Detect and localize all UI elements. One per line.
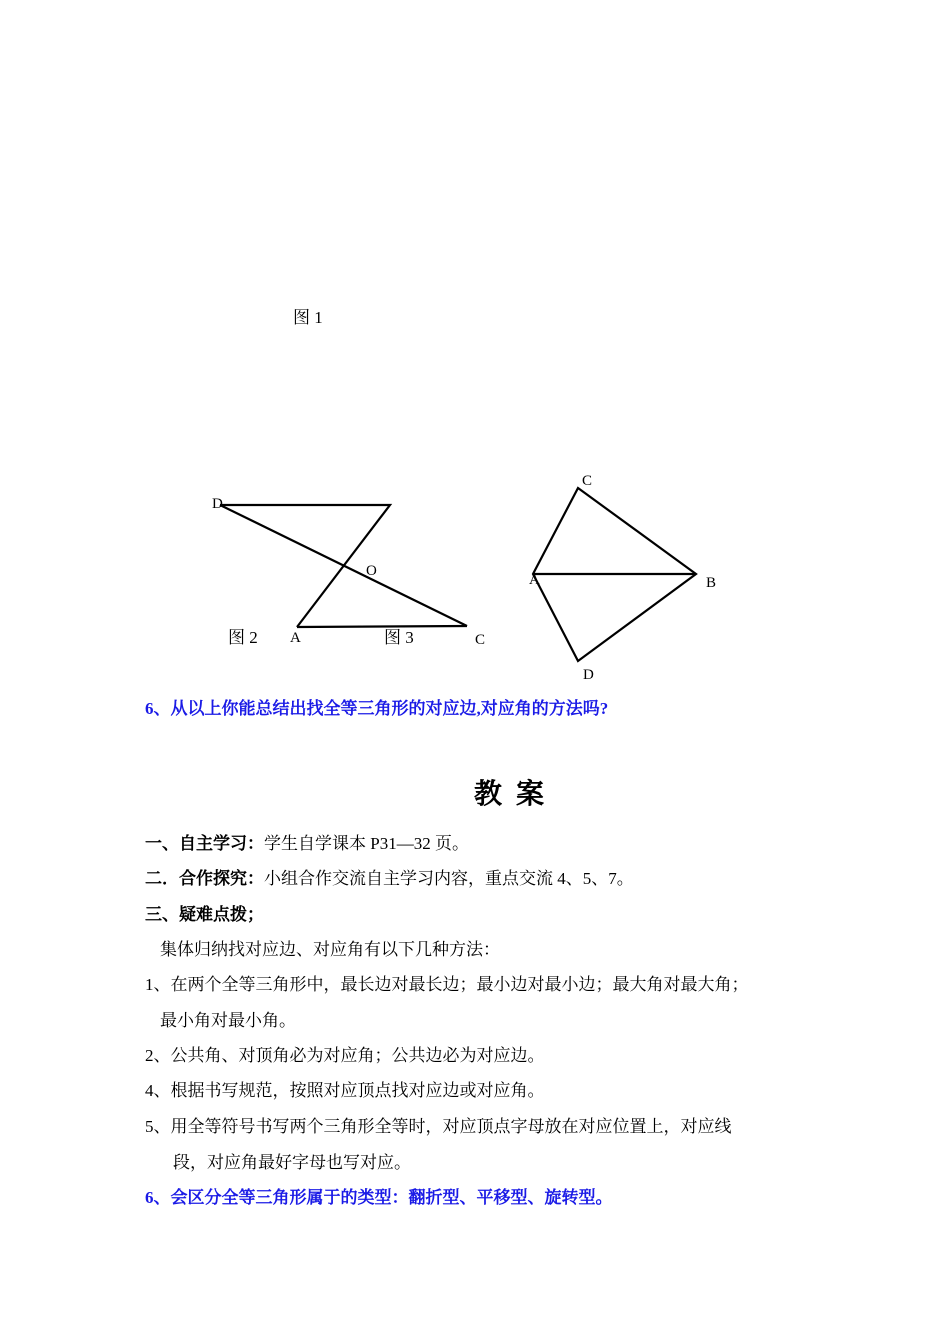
figure-2-caption: 图 2 (228, 628, 258, 647)
figure-2-label-d: D (212, 496, 223, 512)
method-item-4: 4、根据书写规范，按照对应顶点找对应边或对应角。 (145, 1081, 545, 1100)
section-2-body: 小组合作交流自主学习内容，重点交流 4、5、7。 (264, 869, 634, 888)
figure-2-drawing (220, 505, 467, 627)
method-item-1-line-1: 1、在两个全等三角形中，最长边对最长边；最小边对最小边；最大角对最大角； (145, 975, 749, 994)
section-3-heading: 三、疑难点拨； (145, 905, 264, 924)
question-6: 6、从以上你能总结出找全等三角形的对应边,对应角的方法吗? (145, 699, 609, 718)
method-item-2: 2、公共角、对顶角必为对应角；公共边必为对应边。 (145, 1046, 545, 1065)
method-item-5-line-2: 段，对应角最好字母也写对应。 (173, 1153, 411, 1172)
figure-3-caption: 图 3 (384, 628, 414, 647)
lesson-title: 教案 (474, 779, 559, 810)
figure-3-label-c: C (582, 473, 593, 489)
figure-3-label-d: D (583, 667, 594, 683)
figure-2-label-c: C (475, 632, 486, 648)
method-item-6: 6、会区分全等三角形属于的类型：翻折型、平移型、旋转型。 (145, 1188, 613, 1207)
section-1-body: 学生自学课本 P31—32 页。 (264, 834, 469, 853)
section-1-heading: 一、自主学习： (145, 834, 264, 853)
method-item-1-line-2: 最小角对最小角。 (160, 1011, 296, 1030)
section-2 (145, 864, 634, 889)
figure-3-label-a: A (529, 572, 540, 588)
figure-3-drawing (533, 488, 696, 661)
figure-2-segment-dc (220, 505, 467, 626)
figure-2-label-a: A (290, 630, 301, 646)
figure-1-caption: 图 1 (293, 308, 323, 327)
figure-2-triangle-upper (220, 505, 390, 627)
method-intro: 集体归纳找对应边、对应角有以下几种方法： (160, 940, 500, 959)
section-2-heading: 二．合作探究： (145, 869, 264, 888)
figure-3-label-b: B (706, 575, 717, 591)
figure-2-label-o: O (366, 563, 377, 579)
figure-2-segment-ac (297, 626, 467, 627)
method-item-5-line-1: 5、用全等符号书写两个三角形全等时，对应顶点字母放在对应位置上，对应线 (145, 1117, 732, 1136)
section-1 (145, 829, 469, 854)
